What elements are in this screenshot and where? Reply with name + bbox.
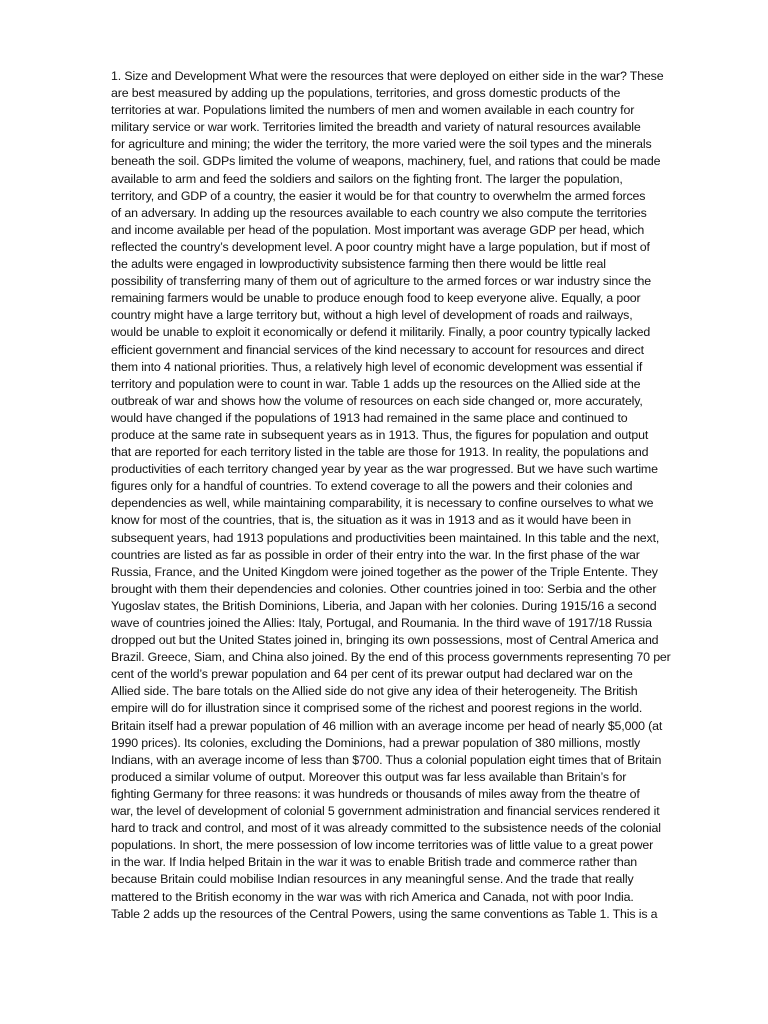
text-line: brought with them their dependencies and colonies. Other countries joined in too: Serbia and the other [111, 581, 657, 596]
text-line: country might have a large territory but, without a high level of development of roads and railways, [111, 308, 633, 323]
text-line: dependencies as well, while maintaining comparability, it is necessary to confine ourselves to what we [111, 496, 654, 511]
text-line: Table 2 adds up the resources of the Central Powers, using the same conventions as Table 1. This is a [111, 906, 658, 921]
text-line: in the war. If India helped Britain in the war it was to enable British trade and commerce rather than [111, 855, 638, 870]
text-line: wave of countries joined the Allies: Italy, Portugal, and Roumania. In the third wave of 1917/18 Russia [111, 616, 652, 630]
body-text [111, 68, 711, 940]
text-line: dropped out but the United States joined in, bringing its own possessions, most of Central America and [111, 633, 659, 648]
text-line: possibility of transferring many of them out of agriculture to the armed forces or war industry since the [111, 274, 652, 289]
text-line: outbreak of war and shows how the volume of resources on each side changed or, more accurately, [111, 393, 643, 408]
text-line: cent of the world’s prewar population and 64 per cent of its prewar output had declared war on the [111, 667, 633, 682]
text-line: the adults were engaged in lowproductivity subsistence farming then there would be little real [111, 257, 606, 272]
text-line: are best measured by adding up the populations, territories, and gross domestic products of the [111, 86, 621, 101]
text-line: military service or war work. Territories limited the breadth and variety of natural resources available [111, 120, 641, 135]
text-line: remaining farmers would be unable to produce enough food to keep everyone alive. Equally, a poor [111, 291, 641, 306]
text-line: countries are listed as far as possible in order of their entry into the war. In the first phase of the war [111, 547, 640, 562]
text-line: reflected the country’s development level. A poor country might have a large population, but if most of [111, 239, 650, 254]
text-line: 1. Size and Development What were the resources that were deployed on either side in the war? These [111, 69, 664, 83]
text-line: territories at war. Populations limited the numbers of men and women available in each country for [111, 103, 635, 118]
text-line: Russia, France, and the United Kingdom were joined together as the power of the Triple Entente. They [111, 564, 658, 579]
text-line: and income available per head of the population. Most important was average GDP per head, which [111, 222, 645, 237]
text-line: know for most of the countries, that is, the situation as it was in 1913 and as it would have been in [111, 513, 632, 528]
text-line: beneath the soil. GDPs limited the volume of weapons, machinery, fuel, and rations that could be made [111, 154, 661, 169]
text-line: because Britain could mobilise Indian resources in any meaningful sense. And the trade that really [111, 872, 634, 887]
text-line: them into 4 national priorities. Thus, a relatively high level of economic development was essential if [111, 359, 643, 374]
text-line: 1990 prices). Its colonies, excluding the Dominions, had a prewar population of 380 millions, mostly [111, 735, 641, 750]
text-line: figures only for a handful of countries. To extend coverage to all the powers and their colonies and [111, 479, 633, 494]
text-line: war, the level of development of colonial 5 government administration and financial services rendered it [111, 804, 660, 819]
text-line: territory and population were to count in war. Table 1 adds up the resources on the Allied side at the [111, 376, 641, 391]
text-line: for agriculture and mining; the wider the territory, the more varied were the soil types and the minerals [111, 137, 652, 152]
text-line: of an adversary. In adding up the resources available to each country we also compute the territories [111, 205, 647, 220]
text-line: Yugoslav states, the British Dominions, Liberia, and Japan with her colonies. During 1915/16 a second [111, 598, 657, 613]
text-line: would have changed if the populations of 1913 had remained in the same place and continued to [111, 410, 628, 425]
text-line: populations. In short, the mere possession of low income territories was of little value to a great power [111, 838, 654, 853]
text-line: mattered to the British economy in the war was with rich America and Canada, not with poor India. [111, 889, 634, 904]
text-line: that are reported for each territory listed in the table are those for 1913. In reality, the populations and [111, 445, 649, 460]
text-line: productivities of each territory changed year by year as the war progressed. But we have such wartime [111, 462, 658, 477]
text-line: fighting Germany for three reasons: it was hundreds or thousands of miles away from the theatre of [111, 786, 640, 801]
text-line: efficient government and financial services of the kind necessary to account for resources and direct [111, 342, 644, 357]
text-line [111, 923, 711, 940]
text-line: territory, and GDP of a country, the easier it would be for that country to overwhelm the armed forces [111, 188, 646, 203]
text-line: hard to track and control, and most of it was already committed to the subsistence needs of the colonial [111, 821, 661, 836]
text-line: Britain itself had a prewar population of 46 million with an average income per head of nearly $5,000 (at [111, 718, 663, 733]
text-line: available to arm and feed the soldiers and sailors on the fighting front. The larger the population, [111, 171, 623, 186]
text-line: Brazil. Greece, Siam, and China also joined. By the end of this process governments representing 70 per [111, 650, 671, 665]
text-line: empire will do for illustration since it comprised some of the richest and poorest regions in the world. [111, 701, 643, 716]
text-line: subsequent years, had 1913 populations and productivities been maintained. In this table and the next, [111, 530, 660, 545]
text-line: produce at the same rate in subsequent years as in 1913. Thus, the figures for population and output [111, 427, 649, 442]
text-line: Allied side. The bare totals on the Allied side do not give any idea of their heterogeneity. The British [111, 684, 638, 699]
text-line: would be unable to exploit it economically or defend it militarily. Finally, a poor country typically lacked [111, 325, 651, 340]
text-line: produced a similar volume of output. Moreover this output was far less available than Britain’s for [111, 769, 627, 784]
text-line: Indians, with an average income of less than $700. Thus a colonial population eight times that of Britain [111, 752, 662, 767]
